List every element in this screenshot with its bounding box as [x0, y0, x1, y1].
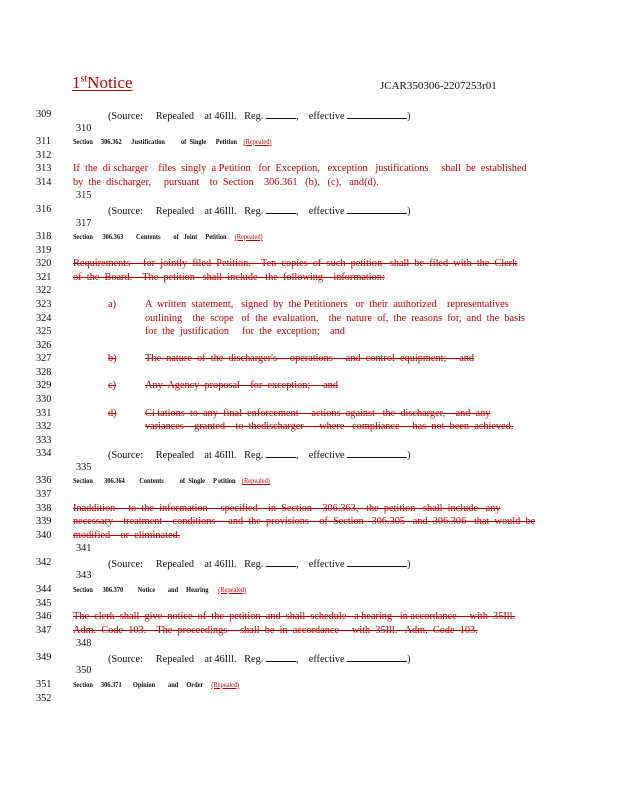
line-number: 315 [76, 190, 92, 202]
blank-line [266, 448, 296, 458]
line-number: 318 [36, 231, 52, 243]
line-number: 330 [36, 393, 52, 405]
document-line [0, 258, 618, 269]
source-reg: Reg. [244, 558, 266, 570]
section-title: Section 306.363 Contents of Joint Petition [73, 232, 235, 242]
line-number: 333 [36, 434, 52, 446]
line-number: 328 [36, 366, 52, 378]
source-reg: Reg. [244, 450, 266, 462]
body-text: necessary treatment conditions and the provisions of Section 306.305 and 306.306 that would be [73, 516, 536, 528]
line-number: 343 [76, 570, 92, 582]
repealed-tag: (Repealed) [243, 137, 272, 147]
line-number: 327 [36, 353, 52, 365]
document-line [0, 543, 618, 554]
line-number: 320 [36, 258, 52, 270]
line-number: 340 [36, 529, 52, 541]
source-note [108, 652, 411, 665]
document-line [0, 530, 618, 541]
source-repealed: Repealed [155, 111, 205, 122]
line-number: 334 [36, 448, 52, 460]
line-number: 338 [36, 502, 52, 514]
source-effective: , effective [295, 111, 348, 122]
line-number: 350 [76, 665, 92, 677]
source-note [108, 204, 411, 217]
line-number: 329 [36, 380, 52, 392]
line-number: 322 [36, 285, 52, 297]
document-line [0, 408, 618, 419]
source-close: ) [407, 450, 411, 462]
source-reg: Reg. [244, 111, 266, 122]
item-marker: c) [108, 380, 116, 392]
blank-line [347, 204, 407, 214]
line-number: 321 [36, 271, 52, 283]
section-heading [73, 679, 239, 690]
document-line [0, 489, 618, 500]
line-number: 347 [36, 624, 52, 636]
source-effective: , effective [295, 558, 348, 570]
document-line [0, 448, 618, 462]
source-label: (Source: [108, 111, 156, 122]
document-line [0, 190, 618, 201]
document-line [0, 475, 618, 486]
line-number: 345 [36, 597, 52, 609]
document-line [0, 340, 618, 351]
body-text: of the Board. The petition shall include the following information: [73, 271, 385, 283]
item-text: Any Agency proposal for exception; and [145, 380, 339, 392]
source-at: at 46Ill. [204, 653, 245, 665]
body-text: modified or eliminated. [73, 529, 181, 541]
line-number: 352 [36, 692, 52, 704]
line-number: 349 [36, 651, 52, 663]
line-number: 310 [76, 122, 92, 134]
item-marker: d) [108, 407, 117, 419]
source-label: (Source: [108, 558, 156, 570]
line-number: 336 [36, 475, 52, 487]
blank-line [347, 448, 407, 458]
source-label: (Source: [108, 653, 156, 665]
notice-heading: 1stNotice [72, 73, 133, 92]
body-text: Inaddition to the information specified in Section 306.363, the petition shall include any [73, 502, 501, 514]
line-number: 309 [36, 109, 52, 120]
document-line [0, 367, 618, 378]
line-number: 346 [36, 611, 52, 623]
document-line [0, 665, 618, 676]
source-repealed: Repealed [155, 450, 205, 462]
repealed-tag: (Repealed) [211, 679, 240, 689]
line-number: 324 [36, 312, 52, 324]
blank-line [347, 557, 407, 567]
section-heading [73, 231, 263, 242]
section-title: Section 306.364 Contents of Single P etition [73, 476, 242, 486]
blank-line [266, 204, 296, 214]
document-line [0, 231, 618, 242]
repealed-tag: (Repealed) [218, 584, 247, 594]
body-text: The clerk shall give notice of the petition and shall schedule a hearing in accordance with 35Ill. [73, 611, 516, 623]
document-line [0, 299, 618, 310]
item-text: A written statement, signed by the Petitioners or their authorized representatives [145, 298, 509, 310]
document-line [0, 652, 618, 663]
line-number: 335 [76, 461, 92, 473]
document-line [0, 326, 618, 337]
item-text: The nature of the discharger's operations and control equipment; and [145, 353, 475, 365]
document-line [0, 570, 618, 581]
line-number: 342 [36, 556, 52, 568]
document-line [0, 557, 618, 568]
source-label: (Source: [108, 450, 156, 462]
source-repealed: Repealed [155, 205, 205, 217]
section-title: Section 306.362 Justification of Single Petition [73, 137, 244, 147]
repealed-tag: (Repealed) [241, 476, 270, 486]
document-line [0, 598, 618, 609]
line-number: 316 [36, 203, 52, 215]
source-close: ) [407, 558, 411, 570]
line-number: 325 [36, 326, 52, 338]
document-line [0, 679, 618, 690]
line-number: 312 [36, 149, 52, 161]
item-text: variances granted to thedischarger where compliance has not been achieved. [145, 421, 514, 433]
line-number: 348 [76, 638, 92, 650]
document-line [0, 611, 618, 622]
source-at: at 46Ill. [204, 450, 245, 462]
document-line [0, 163, 618, 174]
line-number: 351 [36, 678, 52, 690]
document-line [0, 394, 618, 405]
section-title: Section 306.371 Opinion and Order [73, 679, 212, 689]
section-heading [73, 584, 246, 595]
line-number: 313 [36, 163, 52, 175]
document-line [0, 245, 618, 256]
repealed-tag: (Repealed) [234, 232, 263, 242]
document-line [0, 380, 618, 391]
document-line [0, 285, 618, 296]
line-number: 323 [36, 298, 52, 310]
blank-line [266, 652, 296, 662]
document-id: JCAR350306-2207253r01 [380, 80, 497, 92]
item-marker: b) [108, 353, 117, 365]
section-heading [73, 136, 272, 147]
document-line [0, 638, 618, 649]
document-line [0, 353, 618, 364]
line-number: 339 [36, 516, 52, 528]
line-number: 337 [36, 488, 52, 500]
document-line [0, 150, 618, 161]
document-line [0, 584, 618, 595]
source-note [108, 448, 411, 461]
item-text: outlining the scope of the evaluation, the nature of, the reasons for, and the basis [145, 312, 525, 324]
source-at: at 46Ill. [204, 111, 245, 122]
source-close: ) [407, 205, 411, 217]
document-line [0, 136, 618, 147]
line-number: 314 [36, 176, 52, 188]
document-line [0, 313, 618, 324]
line-number: 319 [36, 244, 52, 256]
blank-line [347, 652, 407, 662]
source-close: ) [407, 653, 411, 665]
document-line [0, 204, 618, 215]
document-line [0, 435, 618, 446]
document-line [0, 625, 618, 636]
document-line [0, 516, 618, 527]
document-line [0, 503, 618, 514]
source-effective: , effective [295, 450, 348, 462]
body-text: Adm. Code 103. The proceedings shall be in accordance with 35Ill. Adm. Code 103. [73, 624, 478, 636]
line-number: 341 [76, 543, 92, 555]
source-at: at 46Ill. [204, 558, 245, 570]
item-marker: a) [108, 298, 116, 310]
item-text: Ci tations to any final enforcement actions against the discharger, and any [145, 407, 491, 419]
document-line [0, 421, 618, 432]
source-at: at 46Ill. [204, 205, 245, 217]
item-text: for the justification for the exception; and [145, 326, 345, 338]
line-number: 326 [36, 339, 52, 351]
body-text: Requirements for jointly filed Petition. Ten copies of such petition shall be filed with the Clerk [73, 258, 518, 270]
source-note [108, 557, 411, 570]
line-number: 332 [36, 421, 52, 433]
line-number: 344 [36, 583, 52, 595]
source-reg: Reg. [244, 653, 266, 665]
section-title: Section 306.370 Notice and Hearing [73, 584, 219, 594]
blank-line [266, 557, 296, 567]
source-close: ) [407, 111, 411, 122]
document-line [0, 109, 618, 120]
body-text: by the discharger, pursuant to Section 306.361 (b), (c), and(d). [73, 176, 379, 188]
line-number: 311 [36, 136, 52, 148]
body-text: If the di scharger files singly a Petition for Exception, exception justifications shall be established [73, 163, 527, 175]
source-repealed: Repealed [155, 653, 205, 665]
document-line [0, 218, 618, 229]
line-number: 317 [76, 217, 92, 229]
document-line [0, 177, 618, 188]
blank-line [347, 109, 407, 119]
document-line [0, 272, 618, 283]
source-label: (Source: [108, 205, 156, 217]
source-note [108, 109, 411, 122]
document-line [0, 693, 618, 704]
blank-line [266, 109, 296, 119]
source-repealed: Repealed [155, 558, 205, 570]
source-effective: , effective [295, 205, 348, 217]
document-line [0, 123, 618, 134]
source-effective: , effective [295, 653, 348, 665]
line-number: 331 [36, 407, 52, 419]
document-line [0, 462, 618, 473]
section-heading [73, 475, 270, 486]
source-reg: Reg. [244, 205, 266, 217]
